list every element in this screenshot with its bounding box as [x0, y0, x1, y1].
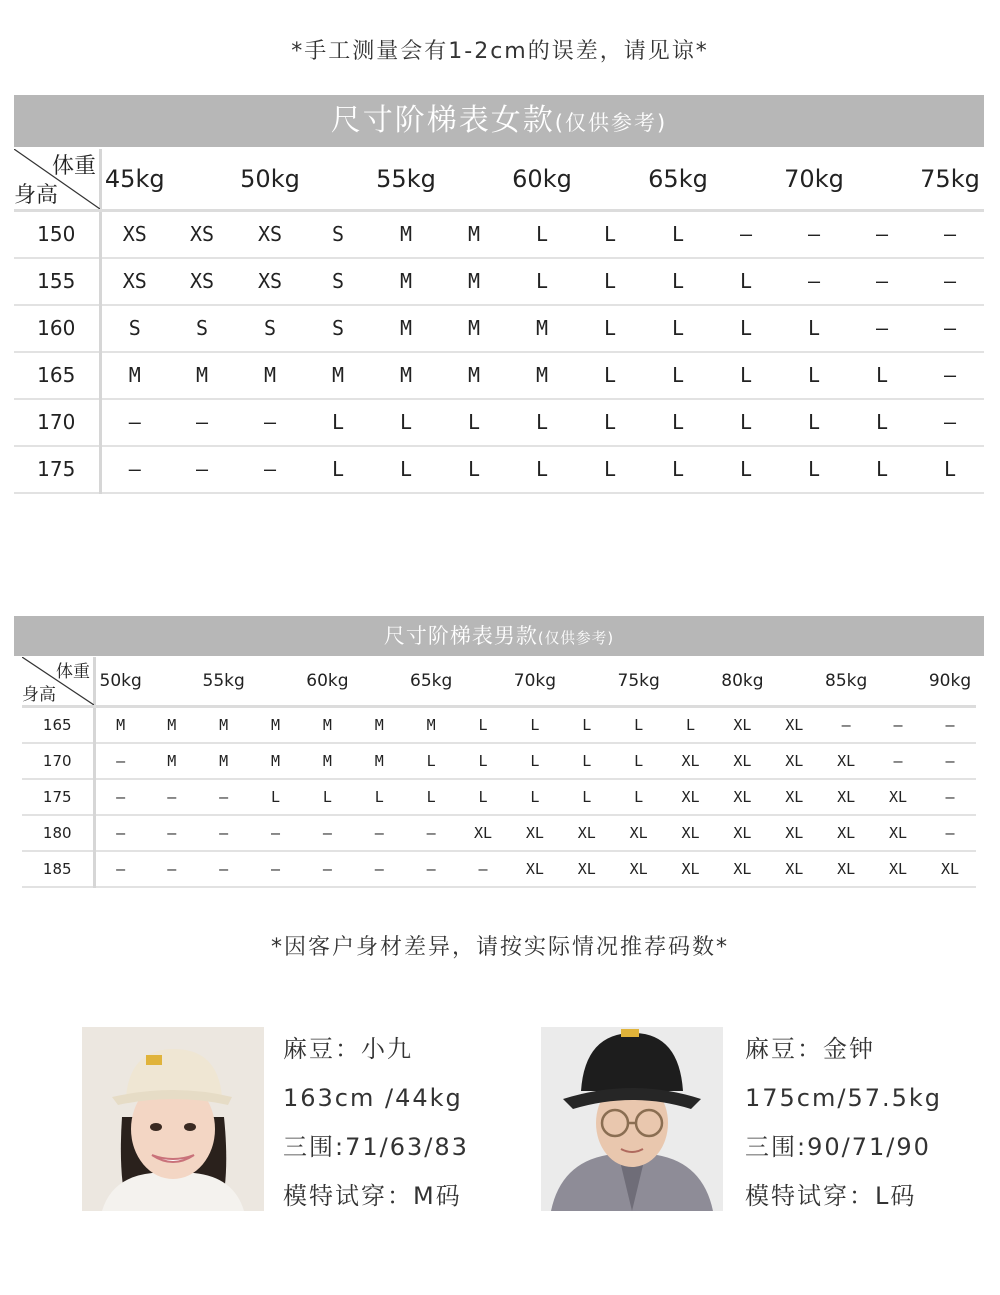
women-size-cell: L	[576, 305, 644, 352]
men-size-cell: XL	[768, 779, 820, 815]
men-size-cell: –	[820, 707, 872, 743]
women-size-cell: L	[508, 258, 576, 305]
male-model-illustration	[541, 1027, 723, 1211]
men-size-cell: L	[561, 743, 613, 779]
men-size-cell: L	[405, 779, 457, 815]
women-size-cell: –	[236, 446, 304, 493]
men-size-cell: XL	[665, 815, 717, 851]
women-size-cell: M	[440, 211, 508, 258]
women-chart-subtitle: (仅供参考)	[554, 111, 668, 135]
women-size-cell: L	[440, 399, 508, 446]
men-size-cell: XL	[717, 815, 769, 851]
women-weight-header: 60kg	[508, 149, 576, 211]
female-model-photo	[82, 1027, 264, 1211]
women-size-cell: –	[916, 305, 984, 352]
men-size-cell: XL	[768, 707, 820, 743]
women-weight-header	[168, 149, 236, 211]
women-size-table	[14, 149, 984, 494]
men-size-cell: –	[924, 743, 976, 779]
women-size-row	[14, 446, 984, 493]
women-size-cell: S	[168, 305, 236, 352]
men-size-cell: L	[509, 707, 561, 743]
men-size-cell: L	[457, 779, 509, 815]
men-size-cell: L	[457, 707, 509, 743]
men-size-cell: L	[457, 743, 509, 779]
women-chart-title: 尺寸阶梯表女款	[330, 103, 555, 138]
men-size-cell: –	[94, 779, 146, 815]
men-weight-header: 60kg	[302, 657, 354, 707]
men-size-cell: –	[405, 851, 457, 887]
men-weight-header: 65kg	[405, 657, 457, 707]
men-size-cell: –	[198, 779, 250, 815]
women-size-cell: L	[848, 352, 916, 399]
women-height-label: 160	[14, 305, 100, 352]
women-size-cell: –	[100, 446, 168, 493]
women-height-label: 170	[14, 399, 100, 446]
women-size-cell: –	[848, 211, 916, 258]
men-size-cell: M	[198, 743, 250, 779]
women-size-cell: XS	[168, 258, 236, 305]
women-size-cell: M	[508, 352, 576, 399]
men-weight-header: 90kg	[924, 657, 976, 707]
women-weight-header-row	[14, 149, 984, 211]
men-size-cell: XL	[872, 779, 924, 815]
women-size-cell: L	[576, 211, 644, 258]
men-size-cell: XL	[768, 743, 820, 779]
men-size-cell: M	[405, 707, 457, 743]
women-size-cell: L	[644, 258, 712, 305]
female-model-name: 麻豆：小九	[283, 1035, 413, 1063]
men-weight-header: 70kg	[509, 657, 561, 707]
women-size-cell: S	[304, 305, 372, 352]
men-size-cell: XL	[717, 743, 769, 779]
women-size-cell: M	[372, 258, 440, 305]
men-chart-subtitle: (仅供参考)	[537, 630, 615, 647]
women-size-cell: L	[576, 399, 644, 446]
men-size-cell: –	[146, 815, 198, 851]
men-height-label: 185	[22, 851, 94, 887]
women-size-cell: S	[100, 305, 168, 352]
men-size-cell: L	[353, 779, 405, 815]
women-weight-header: 50kg	[236, 149, 304, 211]
men-size-cell: L	[302, 779, 354, 815]
men-size-cell: XL	[561, 815, 613, 851]
women-height-label: 175	[14, 446, 100, 493]
women-weight-header	[848, 149, 916, 211]
men-weight-header	[146, 657, 198, 707]
women-size-cell: L	[508, 446, 576, 493]
men-height-label: 175	[22, 779, 94, 815]
male-model-photo	[541, 1027, 723, 1211]
women-height-label: 150	[14, 211, 100, 258]
men-size-cell: XL	[924, 851, 976, 887]
men-weight-header: 85kg	[820, 657, 872, 707]
women-size-cell: –	[100, 399, 168, 446]
men-weight-header: 75kg	[613, 657, 665, 707]
women-weight-header	[712, 149, 780, 211]
men-size-cell: –	[353, 815, 405, 851]
men-height-label: 165	[22, 707, 94, 743]
men-size-cell: –	[146, 779, 198, 815]
women-size-cell: M	[304, 352, 372, 399]
women-size-cell: M	[440, 352, 508, 399]
women-size-cell: XS	[100, 211, 168, 258]
women-size-cell: S	[304, 258, 372, 305]
women-size-cell: L	[848, 446, 916, 493]
women-size-cell: M	[372, 211, 440, 258]
women-size-cell: L	[576, 258, 644, 305]
men-corner-cell	[22, 657, 94, 707]
female-model-info	[283, 1027, 469, 1223]
women-size-cell: L	[576, 446, 644, 493]
women-size-cell: L	[712, 399, 780, 446]
women-size-cell: L	[508, 211, 576, 258]
men-size-cell: XL	[561, 851, 613, 887]
men-size-cell: XL	[820, 851, 872, 887]
women-size-chart-title-bar	[14, 95, 984, 147]
men-size-cell: XL	[820, 779, 872, 815]
men-size-cell: XL	[872, 815, 924, 851]
women-size-row	[14, 211, 984, 258]
men-weight-header-row	[22, 657, 976, 707]
fit-recommendation-note: *因客户身材差异，请按实际情况推荐码数*	[270, 935, 729, 960]
women-size-cell: M	[168, 352, 236, 399]
women-size-row	[14, 258, 984, 305]
female-model-measurements: 三围:71/63/83	[283, 1133, 469, 1161]
women-size-cell: M	[236, 352, 304, 399]
women-size-cell: L	[508, 399, 576, 446]
men-size-cell: XL	[717, 779, 769, 815]
men-weight-header	[872, 657, 924, 707]
men-size-cell: M	[94, 707, 146, 743]
women-size-row	[14, 352, 984, 399]
women-size-cell: –	[712, 211, 780, 258]
men-size-cell: XL	[717, 707, 769, 743]
women-weight-header: 45kg	[100, 149, 168, 211]
measurement-note: *手工测量会有1-2cm的误差，请见谅*	[291, 39, 709, 64]
men-size-cell: XL	[872, 851, 924, 887]
men-size-cell: –	[198, 815, 250, 851]
men-size-row	[22, 851, 976, 887]
women-size-cell: L	[644, 211, 712, 258]
men-size-cell: L	[613, 707, 665, 743]
men-corner-height-label: 身高	[22, 685, 56, 705]
men-size-cell: –	[94, 815, 146, 851]
men-size-cell: M	[250, 743, 302, 779]
women-size-cell: L	[848, 399, 916, 446]
female-model-tried-size: 模特试穿：M码	[283, 1182, 462, 1210]
men-weight-header: 80kg	[717, 657, 769, 707]
women-size-cell: L	[644, 352, 712, 399]
women-size-cell: M	[372, 305, 440, 352]
men-size-cell: M	[353, 707, 405, 743]
men-size-cell: –	[924, 707, 976, 743]
men-size-cell: XL	[820, 743, 872, 779]
women-size-cell: L	[576, 352, 644, 399]
women-size-cell: M	[372, 352, 440, 399]
men-size-cell: L	[561, 779, 613, 815]
men-chart-title: 尺寸阶梯表男款	[383, 624, 538, 648]
women-size-cell: L	[644, 399, 712, 446]
men-height-label: 180	[22, 815, 94, 851]
men-corner-weight-label: 体重	[56, 662, 90, 682]
women-size-cell: L	[644, 305, 712, 352]
men-size-cell: L	[250, 779, 302, 815]
male-model-height-weight: 175cm/57.5kg	[745, 1084, 943, 1112]
men-size-cell: XL	[509, 851, 561, 887]
men-size-cell: L	[405, 743, 457, 779]
women-size-cell: –	[848, 258, 916, 305]
female-model-illustration	[82, 1027, 264, 1211]
women-size-cell: –	[780, 211, 848, 258]
men-height-label: 170	[22, 743, 94, 779]
women-size-cell: –	[916, 352, 984, 399]
men-size-cell: L	[665, 707, 717, 743]
men-size-row	[22, 743, 976, 779]
men-weight-header	[250, 657, 302, 707]
men-size-cell: –	[198, 851, 250, 887]
men-size-cell: XL	[457, 815, 509, 851]
men-size-cell: –	[872, 743, 924, 779]
women-size-cell: XS	[236, 211, 304, 258]
women-height-label: 165	[14, 352, 100, 399]
women-size-cell: M	[508, 305, 576, 352]
women-size-cell: L	[644, 446, 712, 493]
women-size-cell: L	[304, 446, 372, 493]
men-size-cell: XL	[665, 743, 717, 779]
women-size-cell: –	[848, 305, 916, 352]
male-model-tried-size: 模特试穿：L码	[745, 1182, 917, 1210]
men-size-cell: –	[353, 851, 405, 887]
men-size-cell: –	[924, 779, 976, 815]
women-corner-cell	[14, 149, 100, 211]
women-height-label: 155	[14, 258, 100, 305]
women-weight-header	[576, 149, 644, 211]
women-size-cell: M	[100, 352, 168, 399]
men-size-cell: XL	[768, 815, 820, 851]
men-weight-header	[353, 657, 405, 707]
women-size-cell: L	[712, 258, 780, 305]
men-size-cell: XL	[613, 815, 665, 851]
women-weight-header: 65kg	[644, 149, 712, 211]
women-size-cell: XS	[236, 258, 304, 305]
women-size-cell: L	[780, 305, 848, 352]
women-size-cell: L	[372, 399, 440, 446]
women-size-cell: M	[440, 258, 508, 305]
women-size-cell: L	[780, 446, 848, 493]
men-weight-header	[561, 657, 613, 707]
men-size-cell: –	[250, 815, 302, 851]
men-size-cell: M	[353, 743, 405, 779]
women-size-cell: –	[916, 211, 984, 258]
men-size-cell: XL	[509, 815, 561, 851]
men-size-cell: L	[509, 743, 561, 779]
women-corner-weight-label: 体重	[51, 154, 96, 179]
women-size-cell: –	[168, 399, 236, 446]
men-size-cell: –	[872, 707, 924, 743]
women-size-cell: L	[712, 305, 780, 352]
women-weight-header: 70kg	[780, 149, 848, 211]
women-size-cell: L	[916, 446, 984, 493]
men-weight-header: 55kg	[198, 657, 250, 707]
men-size-chart-title-bar	[14, 616, 984, 656]
women-size-cell: S	[304, 211, 372, 258]
men-size-cell: M	[146, 707, 198, 743]
women-size-cell: XS	[100, 258, 168, 305]
men-size-cell: XL	[665, 851, 717, 887]
men-size-cell: –	[457, 851, 509, 887]
men-size-row	[22, 779, 976, 815]
women-size-cell: S	[236, 305, 304, 352]
women-weight-header: 55kg	[372, 149, 440, 211]
men-size-cell: L	[561, 707, 613, 743]
women-size-cell: L	[780, 399, 848, 446]
women-size-cell: L	[304, 399, 372, 446]
women-size-cell: –	[916, 399, 984, 446]
men-size-cell: XL	[768, 851, 820, 887]
men-size-cell: M	[146, 743, 198, 779]
men-size-cell: –	[405, 815, 457, 851]
men-size-cell: –	[302, 815, 354, 851]
men-size-cell: –	[250, 851, 302, 887]
men-size-cell: M	[198, 707, 250, 743]
women-size-cell: –	[236, 399, 304, 446]
men-size-cell: M	[302, 743, 354, 779]
men-size-cell: –	[146, 851, 198, 887]
men-size-row	[22, 707, 976, 743]
women-size-cell: –	[780, 258, 848, 305]
men-size-cell: XL	[820, 815, 872, 851]
men-size-cell: L	[613, 743, 665, 779]
women-corner-height-label: 身高	[14, 183, 59, 208]
men-size-table	[22, 657, 976, 888]
women-weight-header	[440, 149, 508, 211]
women-size-cell: L	[440, 446, 508, 493]
men-size-cell: L	[509, 779, 561, 815]
men-size-cell: XL	[613, 851, 665, 887]
women-size-cell: L	[712, 352, 780, 399]
male-model-info	[745, 1027, 942, 1223]
women-size-cell: –	[168, 446, 236, 493]
men-size-cell: –	[924, 815, 976, 851]
male-model-name: 麻豆：金钟	[745, 1035, 875, 1063]
women-size-row	[14, 305, 984, 352]
male-model-measurements: 三围:90/71/90	[745, 1133, 931, 1161]
women-weight-header	[304, 149, 372, 211]
men-weight-header	[768, 657, 820, 707]
men-size-cell: XL	[665, 779, 717, 815]
men-weight-header	[457, 657, 509, 707]
women-size-cell: L	[372, 446, 440, 493]
men-size-cell: –	[94, 851, 146, 887]
men-weight-header: 50kg	[94, 657, 146, 707]
men-size-cell: –	[302, 851, 354, 887]
women-size-row	[14, 399, 984, 446]
men-weight-header	[665, 657, 717, 707]
women-size-cell: XS	[168, 211, 236, 258]
women-size-cell: L	[712, 446, 780, 493]
women-weight-header: 75kg	[916, 149, 984, 211]
men-size-cell: L	[613, 779, 665, 815]
female-model-height-weight: 163cm /44kg	[283, 1084, 463, 1112]
men-size-cell: –	[94, 743, 146, 779]
women-size-cell: M	[440, 305, 508, 352]
men-size-cell: M	[250, 707, 302, 743]
men-size-cell: M	[302, 707, 354, 743]
men-size-row	[22, 815, 976, 851]
men-size-cell: XL	[717, 851, 769, 887]
women-size-cell: L	[780, 352, 848, 399]
women-size-cell: –	[916, 258, 984, 305]
